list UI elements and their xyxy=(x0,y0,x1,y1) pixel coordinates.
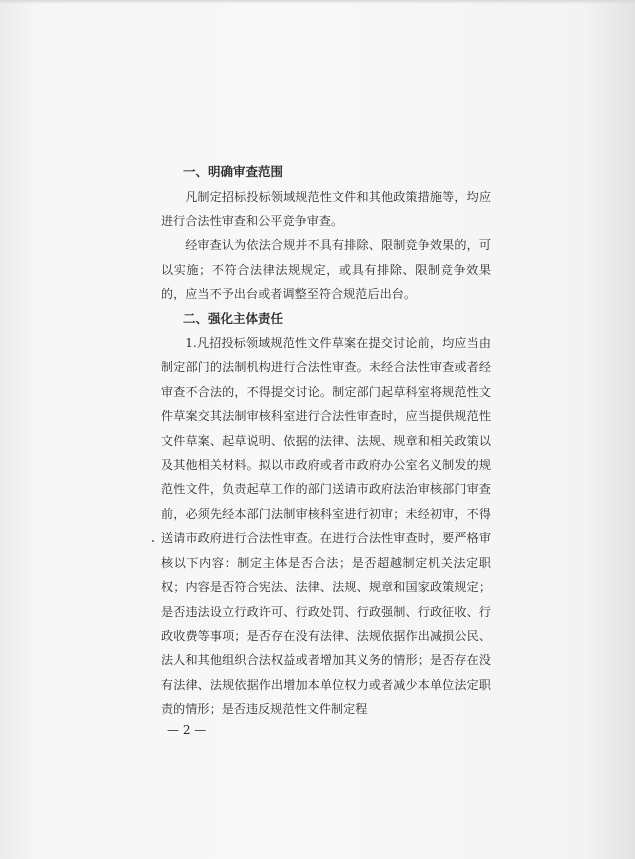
page-top-edge xyxy=(0,0,635,4)
section-1-paragraph-2: 经审查认为依法合规并不具有排除、限制竞争效果的，可以实施；不符合法律法规规定，或具有排除、限制竞争效果的，应当不予出台或者调整至符合规范后出台。 xyxy=(161,238,491,302)
section-1-heading: 一、明确审查范围 xyxy=(183,164,284,179)
document-body xyxy=(161,160,491,722)
section-1-paragraph-1: 凡制定招标投标领域规范性文件和其他政策措施等，均应进行合法性审查和公平竞争审查。 xyxy=(161,189,491,228)
page-number: — 2 — xyxy=(167,723,207,737)
section-2-paragraph-1: 1.凡招投标领域规范性文件草案在提交讨论前，均应当由制定部门的法制机构进行合法性审查。未经合法性审查或者经审查不合法的，不得提交讨论。制定部门起草科室将规范性文件草案交其法制审核科室进行合法性审查时，应当提供规范性文件草案、起草说明、依据的法律、法规、规章和相关政策以及其他相关材料。拟以市政府或者市政府办公室名义制发的规范性文件，负责起草工作的部门送请市政府法治审核部门审查前，必须先经本部门法制审核科室进行初审；未经初审，不得送请市政府进行合法性审查。在进行合法性审查时，要严格审核以下内容：制定主体是否合法；是否超越制定机关法定职权；内容是否符合宪法、法律、法规、规章和国家政策规定；是否违法设立行政许可、行政处罚、行政强制、行政征收、行政收费等事项；是否存在没有法律、法规依据作出减损公民、法人和其他组织合法权益或者增加其义务的情形；是否存在没有法律、法规依据作出增加本单位权力或者减少本单位法定职责的情形；是否违反规范性文件制定程 xyxy=(161,336,491,717)
scan-speck xyxy=(152,540,154,542)
section-2-heading: 二、强化主体责任 xyxy=(183,310,284,326)
